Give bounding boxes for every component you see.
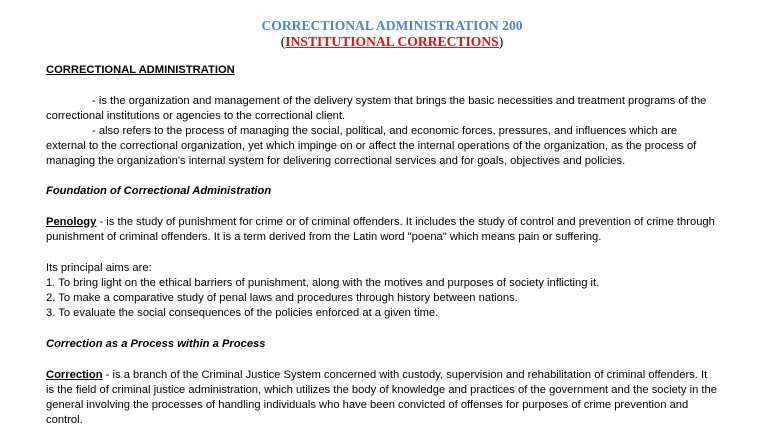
paragraph-line: general involving the processes of handling individuals who have been convicted of offenses for purposes of crime prevention and xyxy=(46,399,689,411)
section-heading-correction-process: Correction as a Process within a Process xyxy=(46,338,266,350)
correction-definition: - is a branch of the Criminal Justice System concerned with custody, supervision and rehabilitation of criminal offenders. It xyxy=(102,369,708,381)
section-heading-correctional-administration: CORRECTIONAL ADMINISTRATION xyxy=(46,64,235,76)
subtitle-close-paren: ) xyxy=(498,34,504,49)
list-item: 3. To evaluate the social consequences of the policies enforced at a given time. xyxy=(46,307,439,319)
paragraph-line: control. xyxy=(46,414,83,426)
paragraph-line: external to the correctional organization, yet which impinge on or affect the internal operations of the organization, as the process of xyxy=(46,140,697,152)
document-title: CORRECTIONAL ADMINISTRATION 200 xyxy=(261,18,523,33)
paragraph-line: - is the organization and management of the delivery system that brings the basic necessities and treatment programs of the xyxy=(92,95,707,107)
term-penology: Penology xyxy=(46,216,97,228)
paragraph-line xyxy=(46,215,746,230)
document-subtitle xyxy=(0,34,784,49)
aims-intro: Its principal aims are: xyxy=(46,262,152,274)
list-item: 2. To make a comparative study of penal laws and procedures through history between nations. xyxy=(46,292,518,304)
subtitle-open-paren: ( xyxy=(280,34,286,49)
paragraph-line: - also refers to the process of managing the social, political, and economic forces, pressures, and influences which are xyxy=(92,125,678,137)
term-correction: Correction xyxy=(46,369,103,381)
list-item: 1. To bring light on the ethical barriers of punishment, along with the motives and purposes of society inflicting it. xyxy=(46,277,600,289)
subtitle-text: INSTITUTIONAL CORRECTIONS xyxy=(285,34,499,49)
paragraph-line: correctional institutions or agencies to the correctional client. xyxy=(46,110,346,122)
penology-definition: - is the study of punishment for crime or of criminal offenders. It includes the study of control and prevention of crime through xyxy=(96,216,715,228)
section-heading-foundation: Foundation of Correctional Administration xyxy=(46,185,272,197)
paragraph-line: punishment of criminal offenders. It is a term derived from the Latin word "poena" which means pain or suffering. xyxy=(46,231,602,243)
paragraph-line: managing the organization's internal system for delivering correctional services and for goals, objectives and policies. xyxy=(46,155,626,167)
paragraph-line xyxy=(46,368,746,383)
paragraph-line: is the field of criminal justice administration, which utilizes the body of knowledge and practices of the government and the society in the xyxy=(46,384,717,396)
